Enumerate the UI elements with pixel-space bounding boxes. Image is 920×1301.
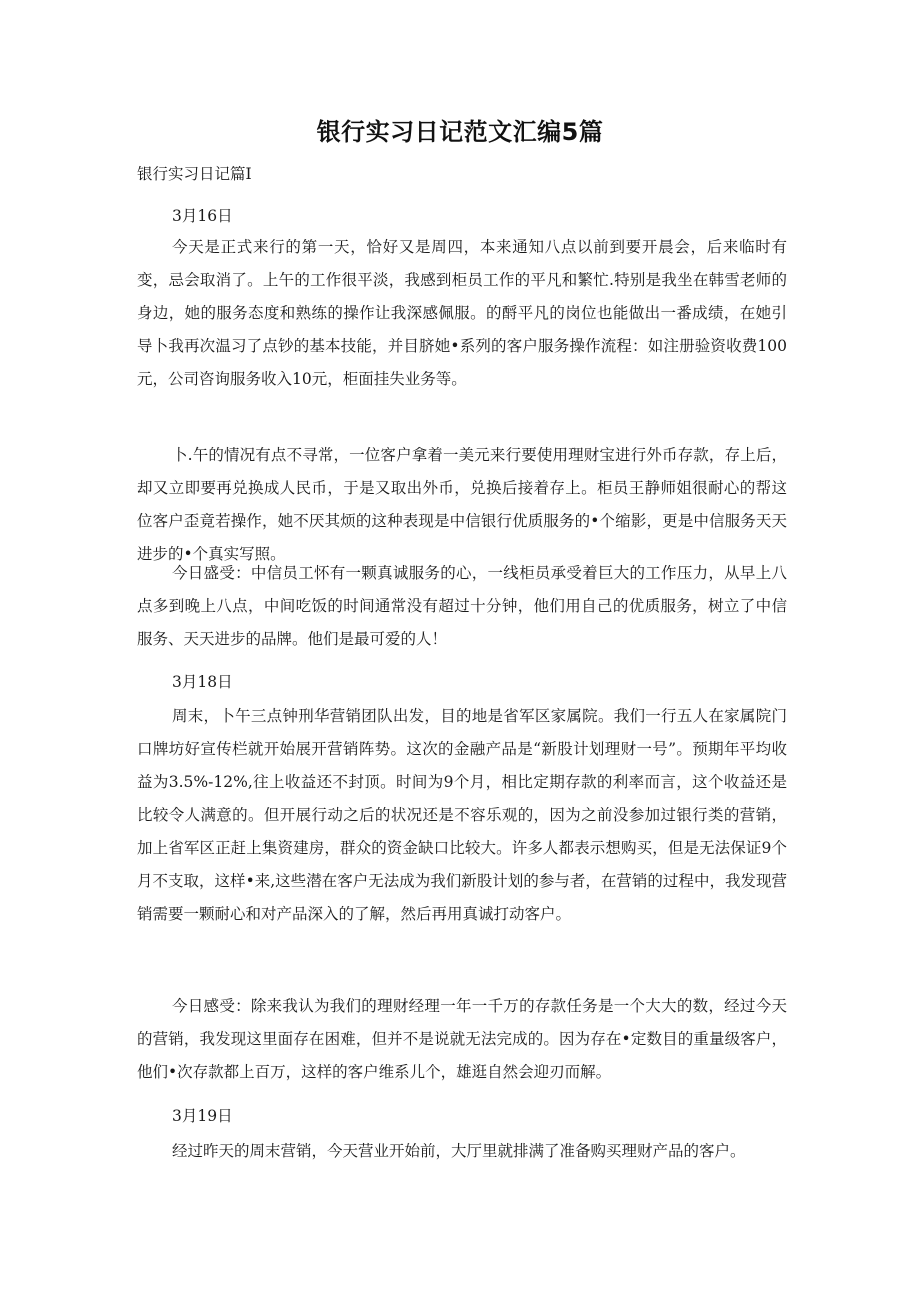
entry-date: 3月18日	[172, 673, 233, 691]
paragraph: 今日盛受：中信员工怀有一颗真诚服务的心，一线柜员承受着巨大的工作压力，从早上八点多到晚上八点，中间吃饭的时间通常没有超过十分钟，他们用自己的优质服务，树立了中信服务、天天进步的品牌。他们是最可爱的人！	[137, 564, 787, 648]
entry-date: 3月16日	[172, 207, 233, 225]
entry-date: 3月19日	[172, 1107, 233, 1125]
paragraph: 周末，卜午三点钟刑华营销团队出发，目的地是省军区家属院。我们一行五人在家属院门口牌坊好宣传栏就开始展开营销阵势。这次的金融产品是“新股计划理财一号”。预期年平均收益为3.5%-12%,往上收益还不封顶。时间为9个月，相比定期存款的利率而言，这个收益还是比较令人满意的。但开展行动之后的状况还是不容乐观的，因为之前没参加过银行类的营销，加上省军区正赶上集资建房，群众的资金缺口比较大。许多人都表示想购买，但是无法保证9个月不支取，这样•来,这些潜在客户无法成为我们新股计划的参与者，在营销的过程中，我发现营销需要一颗耐心和对产品深入的了解，然后再用真诚打动客户。	[137, 707, 787, 923]
section-heading: 银行实习日记篇I	[137, 165, 252, 183]
paragraph: 今天是正式来行的第一天，恰好又是周四，本来通知八点以前到要开晨会，后来临时有变，忌会取消了。上午的工作很平淡，我感到柜员工作的平凡和繁忙.特别是我坐在韩雪老师的身边，她的服务态度和熟练的操作让我深感佩服。的酹平凡的岗位也能做出一番成绩，在她引导卜我再次温习了点钞的基本技能，并目脐她•系列的客户服务操作流程：如注册验资收费100元，公司咨询服务收入10元，柜面挂失业务等。	[137, 238, 787, 388]
paragraph: 今日感受：除来我认为我们的理财经理一年一千万的存款任务是一个大大的数，经过今天的营销，我发现这里面存在困难，但并不是说就无法完成的。因为存在•定数目的重量级客户，他们•次存款都上百万，这样的客户维系儿个，雄逛自然会迎刃而解。	[137, 997, 787, 1081]
paragraph: 经过昨天的周末营销，今天营业开始前，大厅里就排满了准备购买理财产品的客户。	[172, 1142, 746, 1160]
document-title: 银行实习日记范文汇编5篇	[316, 118, 604, 146]
paragraph: 卜.午的情况有点不寻常，一位客户拿着一美元来行要使用理财宝进行外币存款，存上后，却又立即要再兑换成人民币，于是又取出外币，兑换后接着存上。柜员王静师姐很耐心的帮这位客户歪竟若操作，她不厌其烦的这种表现是中信银行优质服务的•个缩影，更是中信服务天天进步的•个真实写照。	[137, 446, 787, 563]
